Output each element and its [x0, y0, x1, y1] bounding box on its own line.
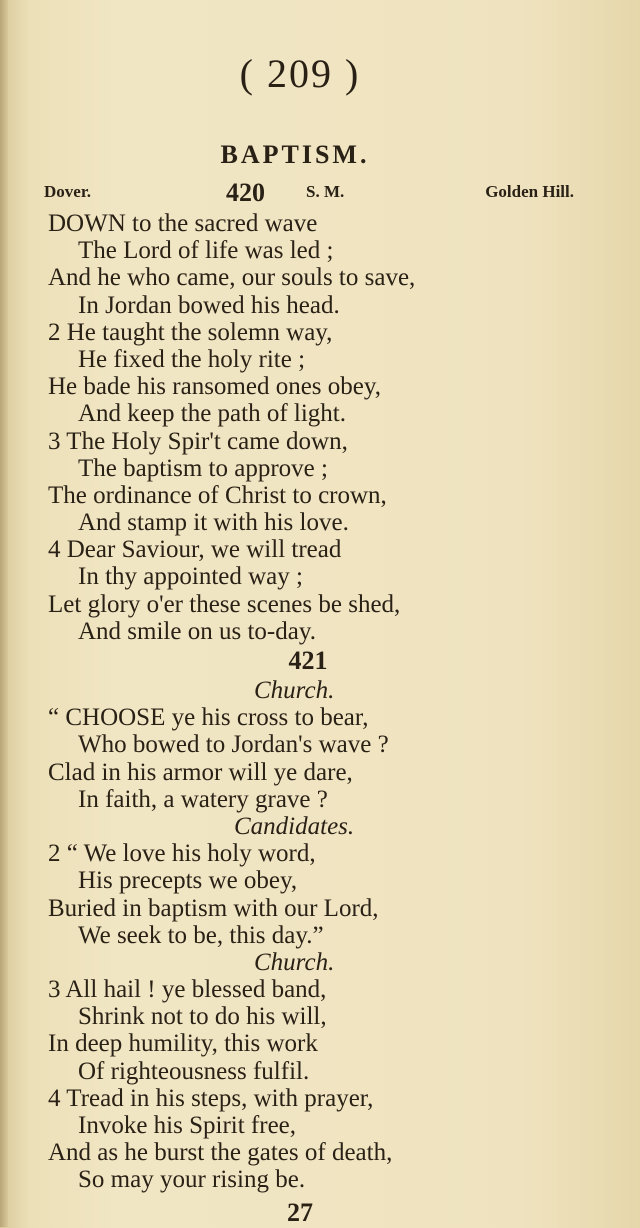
verse-line: And he who came, our souls to save,	[48, 264, 416, 292]
verse-line: He fixed the holy rite ;	[78, 345, 306, 373]
verse-line: He bade his ransomed ones obey,	[48, 373, 382, 401]
page-number: ( 209 )	[239, 51, 361, 96]
hymn-420-header	[44, 178, 574, 208]
verse-line: In faith, a watery grave ?	[78, 785, 328, 813]
speaker-label: Church.	[254, 948, 335, 976]
verse-line: 2 “ We love his holy word,	[48, 840, 316, 868]
verse-line: And smile on us to-day.	[78, 617, 316, 645]
signature-mark: 27	[287, 1198, 313, 1227]
verse-line: 2 He taught the solemn way,	[48, 318, 333, 346]
verse-line: Let glory o'er these scenes be shed,	[48, 590, 401, 618]
tune-name-right: Golden Hill.	[485, 182, 574, 201]
hymn-number-421: 421	[288, 646, 328, 675]
verse-line: The baptism to approve ;	[78, 454, 328, 482]
verse-line: The ordinance of Christ to crown,	[48, 481, 387, 509]
speaker-label: Church.	[254, 677, 335, 704]
verse-line: Shrink not to do his will,	[78, 1003, 327, 1031]
verse-line: And stamp it with his love.	[78, 509, 349, 537]
verse-line: Of righteousness fulfil.	[78, 1057, 310, 1085]
verse-line: Who bowed to Jordan's wave ?	[78, 731, 389, 759]
verse-line: In thy appointed way ;	[78, 563, 303, 591]
verse-line: 4 Tread in his steps, with prayer,	[48, 1084, 374, 1112]
verse-line: Buried in baptism with our Lord,	[48, 894, 379, 922]
verse-line: And as he burst the gates of death,	[48, 1139, 393, 1167]
verse-line: So may your rising be.	[78, 1166, 306, 1194]
binding-edge	[0, 0, 8, 1227]
verse-line: 3 The Holy Spir't came down,	[48, 427, 348, 455]
verse-line: 4 Dear Saviour, we will tread	[48, 536, 342, 564]
verse-line: We seek to be, this day.”	[78, 921, 324, 949]
verse-line: Clad in his armor will ye dare,	[48, 758, 353, 786]
verse-line: And keep the path of light.	[78, 400, 346, 428]
speaker-label: Candidates.	[234, 812, 355, 840]
hymn-meter: S. M.	[306, 182, 345, 201]
verse-line: Invoke his Spirit free,	[78, 1112, 297, 1139]
tune-name-left: Dover.	[44, 182, 92, 201]
verse-line: 3 All hail ! ye blessed band,	[48, 976, 327, 1004]
verse-line: In Jordan bowed his head.	[78, 291, 340, 319]
verse-line: DOWN to the sacred wave	[48, 210, 318, 237]
hymn-number-420: 420	[226, 178, 265, 207]
verse-line: The Lord of life was led ;	[78, 237, 334, 265]
section-title: BAPTISM.	[220, 140, 370, 169]
verse-line: “ CHOOSE ye his cross to bear,	[48, 704, 369, 732]
verse-line: His precepts we obey,	[78, 867, 298, 895]
hymn-text	[48, 210, 628, 1194]
verse-line: In deep humility, this work	[48, 1030, 318, 1058]
